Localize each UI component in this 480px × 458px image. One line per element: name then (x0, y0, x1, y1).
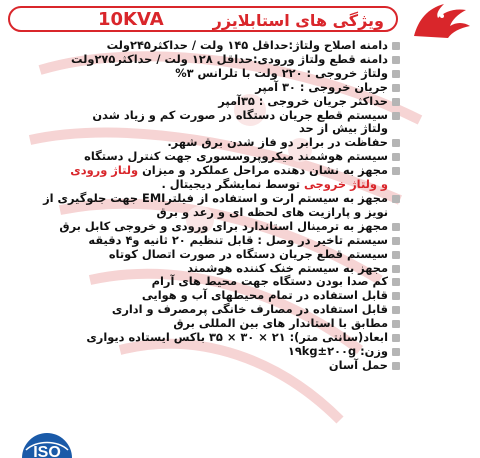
spec-item: قابل استفاده در تمام محیطهای آب و هوایی (0, 289, 400, 303)
page-title: ویژگی های استابلایزر (212, 11, 384, 30)
header (0, 0, 480, 38)
bullet-icon (392, 84, 400, 92)
model-label: 10KVA (98, 9, 164, 30)
spec-item: ولتاژ خروجی : ۲۲۰ ولت با تلرانس ۳% (0, 67, 400, 81)
spec-item: مجهز به سیستم ارت و استفاده از فیلترEMI جهت جلوگیری از (0, 192, 400, 206)
spec-item: دامنه قطع ولتاژ ورودی:حداقل ۱۲۸ ولت / حداکثر۲۷۵ولت (0, 53, 400, 67)
bullet-icon (392, 306, 400, 314)
spec-item-continuation: ولتاژ بیش از حد (298, 121, 388, 136)
spec-item: سیستم هوشمند میکروپروسسوری جهت کنترل دستگاه (0, 150, 400, 164)
spec-item: مطابق با استاندار های بین المللی برق (0, 317, 400, 331)
spec-list (0, 39, 400, 373)
spec-item: ابعاد(سانتی متر): ۲۱ × ۳۰ × ۳۵ باکس ایستاده دیواری (0, 331, 400, 345)
bullet-icon (392, 195, 400, 203)
spec-item: مجهز به ترمینال استاندارد برای ورودی و خروجی کابل برق (0, 220, 400, 234)
bullet-icon (392, 153, 400, 161)
bullet-icon (392, 278, 400, 286)
bullet-icon (392, 70, 400, 78)
bullet-icon (392, 56, 400, 64)
spec-item: جریان خروجی : ۳۰ آمپر (0, 81, 400, 95)
lion-logo-icon (408, 0, 474, 40)
spec-item-continuation: و ولتاژ خروجی توسط نمایشگر دیجیتال . (161, 177, 388, 192)
bullet-icon (392, 362, 400, 370)
bullet-icon (392, 42, 400, 50)
spec-item: مجهز به سیستم خنک کننده هوشمند (0, 262, 400, 276)
spec-item: مجهز به نشان دهنده مراحل عملکرد و میزان ولتاژ ورودی (0, 164, 400, 178)
spec-item: کم صدا بودن دستگاه جهت محیط های آرام (0, 275, 400, 289)
bullet-icon (392, 348, 400, 356)
bullet-icon (392, 98, 400, 106)
bullet-icon (392, 320, 400, 328)
iso-label: ISO (33, 444, 61, 458)
bullet-icon (392, 139, 400, 147)
spec-item-continuation: نویز و پارازیت های لحظه ای و رعد و برق (156, 204, 388, 219)
spec-item: سیستم قطع جریان دستگاه در صورت اتصال کوتاه (0, 248, 400, 262)
bullet-icon (392, 265, 400, 273)
bullet-icon (392, 334, 400, 342)
spec-item: حداکثر جریان خروجی : ۳۵آمپر (0, 95, 400, 109)
spec-item: وزن: ۱۹kg±۲۰۰g (0, 345, 400, 359)
spec-item: سیستم تاخیر در وصل : قابل تنظیم ۲۰ ثانیه و۴ دقیقه (0, 234, 400, 248)
bullet-icon (392, 292, 400, 300)
spec-item: حمل آسان (0, 359, 400, 373)
bullet-icon (392, 167, 400, 175)
bullet-icon (392, 112, 400, 120)
bullet-icon (392, 223, 400, 231)
iso-badge-icon (18, 410, 76, 458)
spec-item: سیستم قطع جریان دستگاه در صورت کم و زیاد شدن (0, 109, 400, 123)
title-banner (8, 6, 398, 32)
bullet-icon (392, 237, 400, 245)
highlight-output-voltage: و ولتاژ خروجی (304, 177, 388, 192)
spec-item: دامنه اصلاح ولتاژ:حداقل ۱۴۵ ولت / حداکثر۲۴۵ولت (0, 39, 400, 53)
highlight-input-voltage: ولتاژ ورودی (70, 163, 139, 178)
bullet-icon (392, 251, 400, 259)
spec-item: حفاظت در برابر دو فاز شدن برق شهر. (0, 136, 400, 150)
spec-item: قابل استفاده در مصارف خانگی پرمصرف و اداری (0, 303, 400, 317)
